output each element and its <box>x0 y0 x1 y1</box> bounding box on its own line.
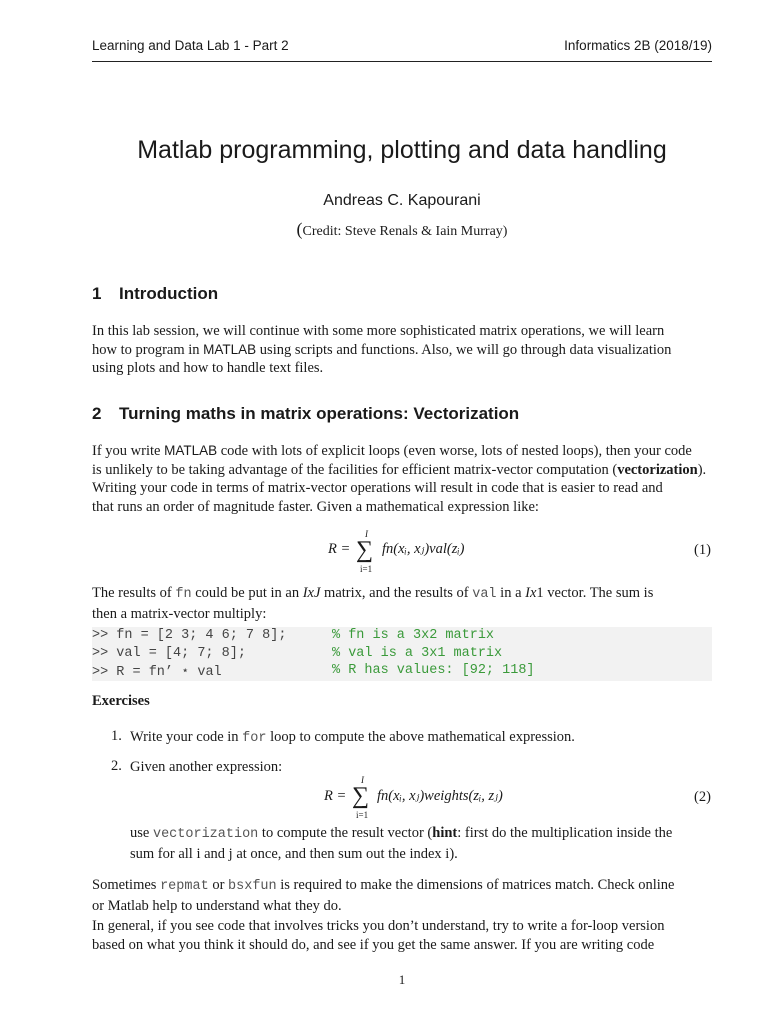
text: use <box>130 825 153 841</box>
intro-line-1: In this lab session, we will continue with some more sophisticated matrix operations, we will learn <box>92 323 665 339</box>
text: loop to compute the above mathematical expression. <box>266 729 575 745</box>
exercise-1 <box>130 728 720 749</box>
exercise-2-number: 2. <box>111 758 122 774</box>
eq1-lhs-text: R = <box>328 541 351 557</box>
page-number: 1 <box>398 972 406 987</box>
author: Andreas C. Kapourani <box>323 192 481 209</box>
text: is required to make the dimensions of matrices match. Check online <box>276 877 675 893</box>
text: The results of <box>92 585 176 601</box>
credit-line <box>0 219 768 240</box>
section-2-paragraph-1 <box>92 442 714 516</box>
sigma-icon: ∑ <box>352 783 370 809</box>
sigma-icon: ∑ <box>356 537 374 563</box>
intro-line-3: using plots and how to handle text files. <box>92 360 324 376</box>
code-block <box>92 627 712 681</box>
p4-line-2: based on what you think it should do, and see if you get the same answer. If you are writing code <box>92 936 655 953</box>
ex2-line-2: sum for all i and j at once, and then sum out the index i). <box>130 845 458 862</box>
equation-2-upper-limit: I <box>361 775 364 785</box>
inline-code-for: for <box>242 731 267 746</box>
code-comment-3: % R has values: [92; 118] <box>332 663 535 678</box>
text: Write your code in <box>130 729 243 745</box>
equation-1-upper-limit: I <box>365 529 368 539</box>
text: matrix, and the results of <box>320 585 473 601</box>
equation-2-lower-limit: i=1 <box>356 810 369 820</box>
code-comment-2: % val is a 3x1 matrix <box>332 646 503 661</box>
p3-line-1 <box>92 876 714 897</box>
credit-open-paren: ( <box>296 219 303 239</box>
section-2-paragraph-2 <box>92 584 714 623</box>
equation-1-rhs <box>382 541 465 558</box>
ex2-line-1 <box>130 824 714 845</box>
credit-text: Credit: Steve Renals & Iain Murray) <box>302 224 508 239</box>
text: ). <box>697 461 707 478</box>
p1-line-3: Writing your code in terms of matrix-vector operations will result in code that is easier to read and <box>92 480 663 496</box>
intro-text: using scripts and functions. Also, we will go through data visualization <box>256 341 672 358</box>
exercise-2-intro: Given another expression: <box>130 759 283 775</box>
running-header-right: Informatics 2B (2018/19) <box>564 38 712 53</box>
text: or <box>208 877 229 893</box>
section-1-title: Introduction <box>119 284 219 303</box>
code-line-3: >> R = fn’ ⋆ val <box>92 665 222 680</box>
math-ix: Ix <box>525 585 537 601</box>
text: in a <box>496 585 526 601</box>
p3-line-2: or Matlab help to understand what they do. <box>92 897 342 914</box>
matlab-name: MATLAB <box>203 341 257 357</box>
section-2-paragraph-4 <box>92 917 714 954</box>
p1-line-2 <box>92 461 714 480</box>
inline-code-vectorization: vectorization <box>152 827 259 842</box>
inline-code-val: val <box>472 587 497 602</box>
section-2-title: Turning maths in matrix operations: Vectorization <box>119 404 520 423</box>
code-line-1: >> fn = [2 3; 4 6; 7 8]; <box>92 628 287 643</box>
equation-1-number: (1) <box>694 542 711 558</box>
running-header-left: Learning and Data Lab 1 - Part 2 <box>92 38 289 53</box>
paper-title: Matlab programming, plotting and data handling <box>137 136 667 164</box>
intro-line-2 <box>92 341 714 360</box>
text: could be put in an <box>191 585 303 601</box>
inline-code-fn: fn <box>175 587 192 602</box>
exercise-2-body <box>130 824 714 863</box>
exercise-1-line <box>130 728 720 749</box>
text: If you write <box>92 443 165 459</box>
vectorization-bold: vectorization <box>617 461 698 478</box>
eq2-lhs-text: R = <box>324 788 347 804</box>
matlab-name: MATLAB <box>164 443 218 458</box>
eq2-rhs-text: fn(xᵢ, xⱼ)weights(zᵢ, zⱼ) <box>377 788 503 804</box>
inline-code-bsxfun: bsxfun <box>228 879 277 894</box>
section-2-paragraph-3 <box>92 876 714 915</box>
section-2-heading <box>92 404 519 424</box>
equation-2-lhs <box>324 788 346 805</box>
code-comment-1: % fn is a 3x2 matrix <box>332 628 495 643</box>
section-1-heading <box>92 284 218 304</box>
code-line-2: >> val = [4; 7; 8]; <box>92 646 246 661</box>
equation-1-lower-limit: i=1 <box>360 564 373 574</box>
equation-2-rhs <box>377 788 503 805</box>
hint-bold: hint <box>432 825 458 841</box>
math-ixj: IxJ <box>302 585 321 601</box>
equation-2-number: (2) <box>694 789 711 805</box>
text: code with lots of explicit loops (even worse, lots of nested loops), then your code <box>217 443 692 459</box>
p1-line-1 <box>92 442 714 461</box>
header-rule <box>92 61 712 62</box>
p1-line-4: that runs an order of magnitude faster. Given a mathematical expression like: <box>92 498 539 515</box>
text: 1 vector. The sum is <box>536 585 654 601</box>
text: is unlikely to be taking advantage of the facilities for efficient matrix-vector computation ( <box>92 461 618 478</box>
inline-code-repmat: repmat <box>160 879 209 894</box>
eq1-rhs-text: fn(xᵢ, xⱼ)val(zᵢ) <box>382 541 465 557</box>
exercises-heading: Exercises <box>92 693 150 709</box>
p4-line-1: In general, if you see code that involves tricks you don’t understand, try to write a for-loop version <box>92 918 665 934</box>
equation-1-lhs <box>328 541 350 558</box>
section-1-number: 1 <box>92 284 102 303</box>
text: Sometimes <box>92 877 161 893</box>
text: to compute the result vector ( <box>258 825 433 841</box>
p2-line-2: then a matrix-vector multiply: <box>92 605 267 622</box>
section-1-paragraph <box>92 322 714 378</box>
intro-text: how to program in <box>92 341 204 358</box>
p2-line-1 <box>92 584 714 605</box>
text: : first do the multiplication inside the <box>457 825 673 841</box>
exercise-1-number: 1. <box>111 728 122 744</box>
section-2-number: 2 <box>92 404 102 423</box>
